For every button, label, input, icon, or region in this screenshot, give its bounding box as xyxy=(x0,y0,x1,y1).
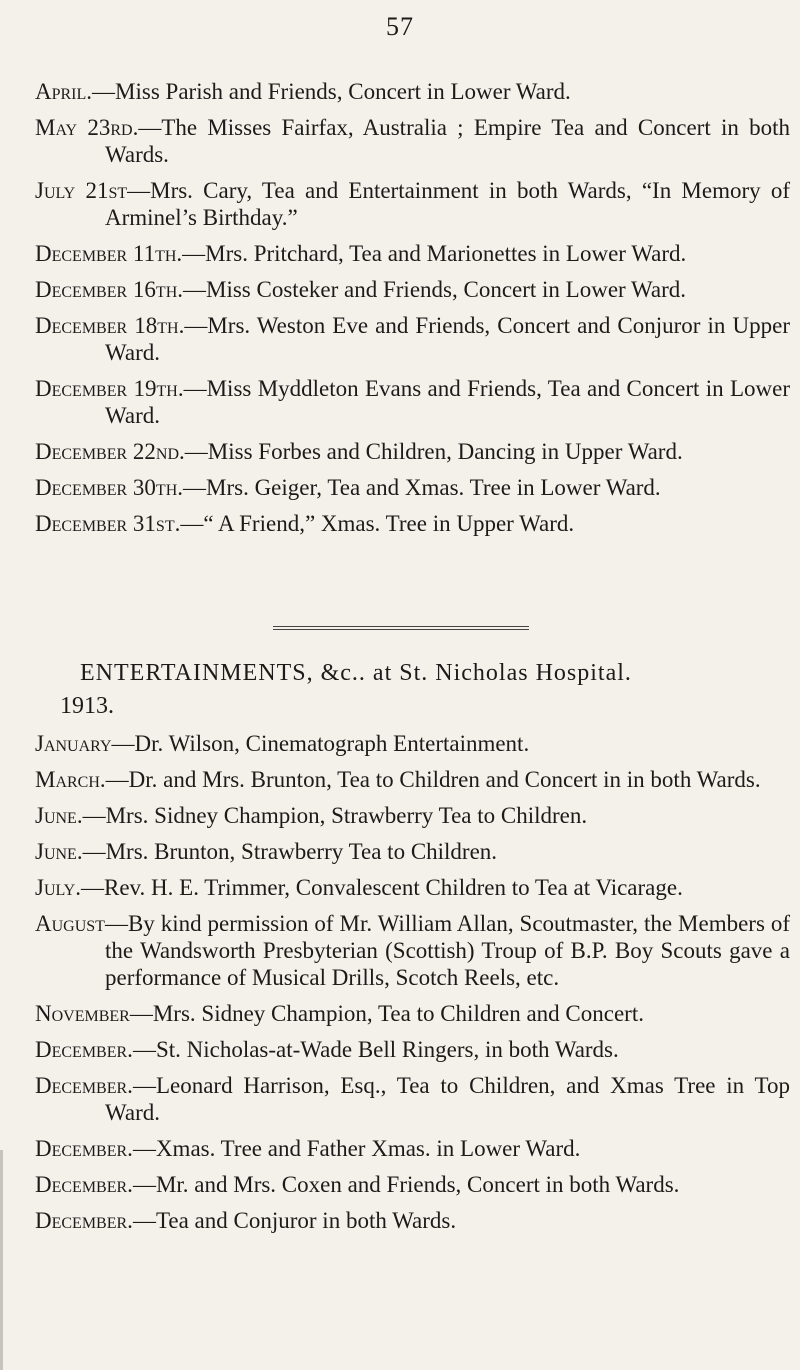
entry-date: June. xyxy=(35,803,83,828)
entry-date: November xyxy=(35,1001,130,1026)
entry xyxy=(35,78,790,105)
entry xyxy=(35,766,790,793)
entry-date: August xyxy=(35,911,105,936)
entry-text: —Tea and Conjuror in both Wards. xyxy=(132,1208,457,1233)
entry xyxy=(35,114,790,168)
entry-text: —Miss Costeker and Friends, Concert in Lower Ward. xyxy=(183,277,687,302)
entry-date: July. xyxy=(35,875,81,900)
entry-date: December. xyxy=(35,1037,133,1062)
page-number: 57 xyxy=(386,12,414,41)
entry-text: —Miss Parish and Friends, Concert in Lower Ward. xyxy=(92,79,571,104)
entry-date: July 21st xyxy=(35,178,128,203)
entry xyxy=(35,375,790,429)
entry-text: —Miss Myddleton Evans and Friends, Tea and Concert in Lower Ward. xyxy=(105,376,790,428)
entry xyxy=(35,874,790,901)
entry-text: —Mrs. Pritchard, Tea and Marionettes in Lower Ward. xyxy=(182,241,687,266)
entry-date: April. xyxy=(35,79,93,104)
entry xyxy=(35,240,790,267)
entry-date: December. xyxy=(35,1136,133,1161)
entries-list-1 xyxy=(35,78,790,546)
entry-text: —Mrs. Sidney Champion, Strawberry Tea to Children. xyxy=(82,803,588,828)
entry-date: January xyxy=(35,731,112,756)
entry xyxy=(35,838,790,865)
entry xyxy=(35,1072,790,1126)
entry-text: —Mrs. Cary, Tea and Entertainment in both Wards, “In Memory of Arminel’s Birthday.” xyxy=(105,178,791,230)
entry-date: June. xyxy=(35,839,83,864)
entry xyxy=(35,802,790,829)
entry-text: —Leonard Harrison, Esq., Tea to Children, and Xmas Tree in Top Ward. xyxy=(105,1073,790,1125)
entry xyxy=(35,510,790,537)
entry-date: December 19th. xyxy=(35,376,184,401)
section-heading: ENTERTAINMENTS, &c.. at St. Nicholas Hospital. xyxy=(80,660,632,686)
entry-text: —Mrs. Brunton, Strawberry Tea to Children. xyxy=(82,839,498,864)
entry-text: —Miss Forbes and Children, Dancing in Upper Ward. xyxy=(184,439,683,464)
entry-date: December 11th. xyxy=(35,241,183,266)
entry xyxy=(35,730,790,757)
entry xyxy=(35,1171,790,1198)
entry xyxy=(35,177,790,231)
entry-date: March. xyxy=(35,767,106,792)
entry-date: May 23rd. xyxy=(35,115,139,140)
page-edge xyxy=(0,1150,3,1370)
entry-text: —The Misses Fairfax, Australia ; Empire Tea and Concert in both Wards. xyxy=(105,115,790,167)
entry-text: —Xmas. Tree and Father Xmas. in Lower Ward. xyxy=(132,1136,581,1161)
entry-date: December 18th. xyxy=(35,313,185,338)
entry-date: December 16th. xyxy=(35,277,184,302)
entry-text: —Mrs. Geiger, Tea and Xmas. Tree in Lower Ward. xyxy=(183,475,661,500)
entry xyxy=(35,1036,790,1063)
entry-text: —Mrs. Sidney Champion, Tea to Children and Concert. xyxy=(129,1001,644,1026)
entry xyxy=(35,910,790,991)
entry xyxy=(35,1000,790,1027)
entry-text: —Dr. Wilson, Cinematograph Entertainment. xyxy=(111,731,530,756)
entry-date: December. xyxy=(35,1073,133,1098)
entry-text: —St. Nicholas-at-Wade Bell Ringers, in both Wards. xyxy=(132,1037,619,1062)
entry xyxy=(35,1207,790,1234)
section-year: 1913. xyxy=(60,693,114,719)
entry xyxy=(35,474,790,501)
entry xyxy=(35,1135,790,1162)
entry-date: December 30th. xyxy=(35,475,184,500)
entry-date: December. xyxy=(35,1172,133,1197)
entry-date: December. xyxy=(35,1208,133,1233)
entry-text: —By kind permission of Mr. William Allan, Scoutmaster, the Members of the Wandsworth Presbyterian (Scottish) Troup of B.P. Boy Scouts gave a performance of Musical Drills, Scotch Reels, etc. xyxy=(104,911,790,990)
section-divider xyxy=(273,626,529,630)
entry-date: December 31st. xyxy=(35,511,181,536)
entries-list-2 xyxy=(35,730,790,1243)
entry-text: —Mrs. Weston Eve and Friends, Concert and Conjuror in Upper Ward. xyxy=(105,313,790,365)
entry-text: —Dr. and Mrs. Brunton, Tea to Children and Concert in in both Wards. xyxy=(105,767,761,792)
entry xyxy=(35,312,790,366)
entry-text: —Mr. and Mrs. Coxen and Friends, Concert in both Wards. xyxy=(132,1172,680,1197)
entry-text: —“ A Friend,” Xmas. Tree in Upper Ward. xyxy=(180,511,575,536)
entry-text: —Rev. H. E. Trimmer, Convalescent Children to Tea at Vicarage. xyxy=(80,875,683,900)
entry-date: December 22nd. xyxy=(35,439,185,464)
entry xyxy=(35,438,790,465)
entry xyxy=(35,276,790,303)
